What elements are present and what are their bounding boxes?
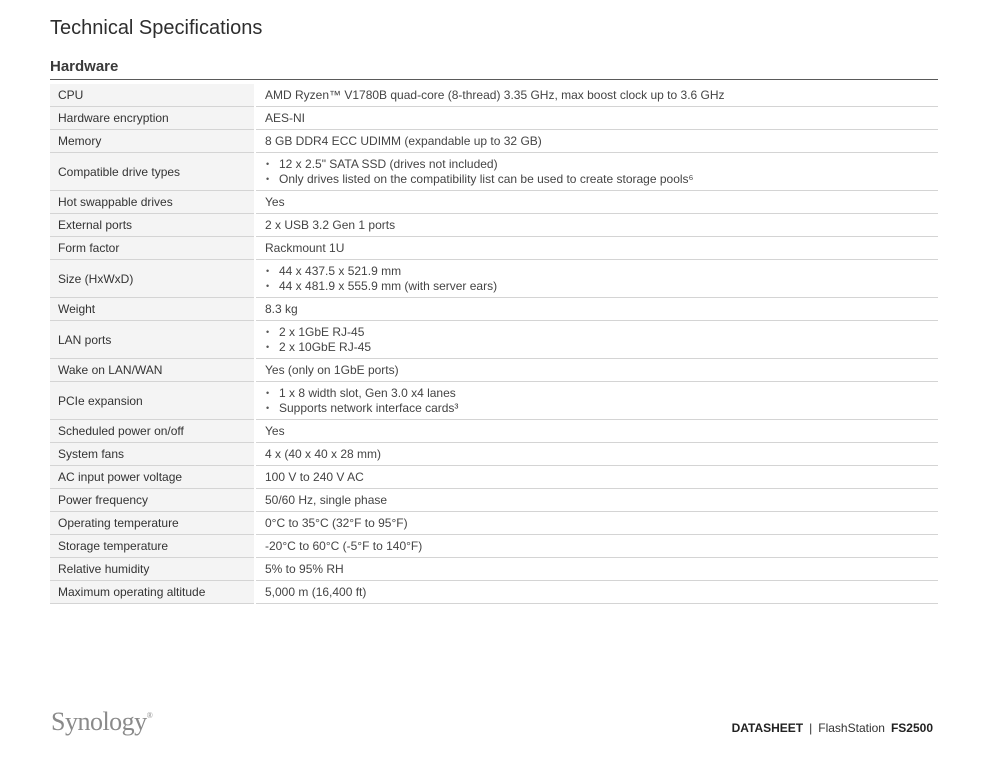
- hardware-spec-table: [50, 84, 938, 604]
- spec-label: Operating temperature: [50, 512, 255, 535]
- footer-doc-info: [732, 721, 933, 735]
- spec-value: [255, 153, 938, 191]
- section-divider: [50, 79, 938, 80]
- spec-row: [50, 107, 938, 130]
- spec-label: Storage temperature: [50, 535, 255, 558]
- logo-registered-mark: ®: [146, 711, 153, 720]
- spec-value: [255, 321, 938, 359]
- spec-row: [50, 298, 938, 321]
- spec-label: CPU: [50, 84, 255, 107]
- spec-label: Wake on LAN/WAN: [50, 359, 255, 382]
- spec-label: Memory: [50, 130, 255, 153]
- spec-row: [50, 130, 938, 153]
- spec-bullet-item: • 44 x 437.5 x 521.9 mm: [265, 264, 938, 279]
- spec-value: Yes: [255, 191, 938, 214]
- spec-label: Compatible drive types: [50, 153, 255, 191]
- spec-label: Power frequency: [50, 489, 255, 512]
- spec-row: [50, 558, 938, 581]
- spec-value: Yes: [255, 420, 938, 443]
- spec-row: [50, 382, 938, 420]
- spec-bullet-item: • 2 x 1GbE RJ-45: [265, 325, 938, 340]
- spec-value: 50/60 Hz, single phase: [255, 489, 938, 512]
- spec-value: Rackmount 1U: [255, 237, 938, 260]
- spec-value: 0°C to 35°C (32°F to 95°F): [255, 512, 938, 535]
- spec-label: Relative humidity: [50, 558, 255, 581]
- spec-bullet-list: [265, 157, 938, 187]
- spec-label: LAN ports: [50, 321, 255, 359]
- spec-value: 5% to 95% RH: [255, 558, 938, 581]
- spec-bullet-item: • Only drives listed on the compatibility list can be used to create storage pools⁶: [265, 172, 938, 187]
- spec-bullet-item: • 2 x 10GbE RJ-45: [265, 340, 938, 355]
- footer-model: FS2500: [890, 721, 933, 735]
- spec-row: [50, 489, 938, 512]
- spec-value: 2 x USB 3.2 Gen 1 ports: [255, 214, 938, 237]
- spec-row: [50, 153, 938, 191]
- spec-value: AES-NI: [255, 107, 938, 130]
- spec-label: PCIe expansion: [50, 382, 255, 420]
- spec-label: Weight: [50, 298, 255, 321]
- spec-value: AMD Ryzen™ V1780B quad-core (8-thread) 3.35 GHz, max boost clock up to 3.6 GHz: [255, 84, 938, 107]
- spec-row: [50, 214, 938, 237]
- spec-bullet-item: • 1 x 8 width slot, Gen 3.0 x4 lanes: [265, 386, 938, 401]
- synology-logo: [51, 707, 152, 737]
- spec-value: 8 GB DDR4 ECC UDIMM (expandable up to 32 GB): [255, 130, 938, 153]
- spec-bullet-list: [265, 264, 938, 294]
- spec-row: [50, 420, 938, 443]
- section-title-hardware: Hardware: [50, 58, 119, 75]
- spec-row: [50, 466, 938, 489]
- spec-label: Size (HxWxD): [50, 260, 255, 298]
- spec-label: Hot swappable drives: [50, 191, 255, 214]
- spec-value: -20°C to 60°C (-5°F to 140°F): [255, 535, 938, 558]
- spec-value: Yes (only on 1GbE ports): [255, 359, 938, 382]
- spec-row: [50, 535, 938, 558]
- spec-label: AC input power voltage: [50, 466, 255, 489]
- footer-doc-type: DATASHEET: [731, 721, 804, 735]
- spec-label: System fans: [50, 443, 255, 466]
- spec-bullet-item: • Supports network interface cards³: [265, 401, 938, 416]
- spec-row: [50, 581, 938, 604]
- spec-row: [50, 84, 938, 107]
- spec-value: [255, 382, 938, 420]
- spec-row: [50, 191, 938, 214]
- page-title: Technical Specifications: [50, 17, 263, 39]
- spec-label: Scheduled power on/off: [50, 420, 255, 443]
- spec-label: Hardware encryption: [50, 107, 255, 130]
- logo-wordmark: Synology: [51, 707, 147, 736]
- spec-label: Maximum operating altitude: [50, 581, 255, 604]
- spec-row: [50, 359, 938, 382]
- spec-table-body: [50, 84, 938, 604]
- spec-bullet-item: • 12 x 2.5" SATA SSD (drives not included): [265, 157, 938, 172]
- footer-separator: |: [809, 721, 813, 735]
- spec-row: [50, 512, 938, 535]
- spec-bullet-list: [265, 325, 938, 355]
- spec-value: 100 V to 240 V AC: [255, 466, 938, 489]
- spec-label: External ports: [50, 214, 255, 237]
- spec-bullet-list: [265, 386, 938, 416]
- spec-value: 5,000 m (16,400 ft): [255, 581, 938, 604]
- spec-row: [50, 443, 938, 466]
- spec-value: [255, 260, 938, 298]
- spec-value: 4 x (40 x 40 x 28 mm): [255, 443, 938, 466]
- spec-bullet-item: • 44 x 481.9 x 555.9 mm (with server ears): [265, 279, 938, 294]
- footer-product-line: FlashStation: [818, 721, 885, 735]
- spec-row: [50, 260, 938, 298]
- spec-row: [50, 321, 938, 359]
- spec-row: [50, 237, 938, 260]
- spec-label: Form factor: [50, 237, 255, 260]
- spec-value: 8.3 kg: [255, 298, 938, 321]
